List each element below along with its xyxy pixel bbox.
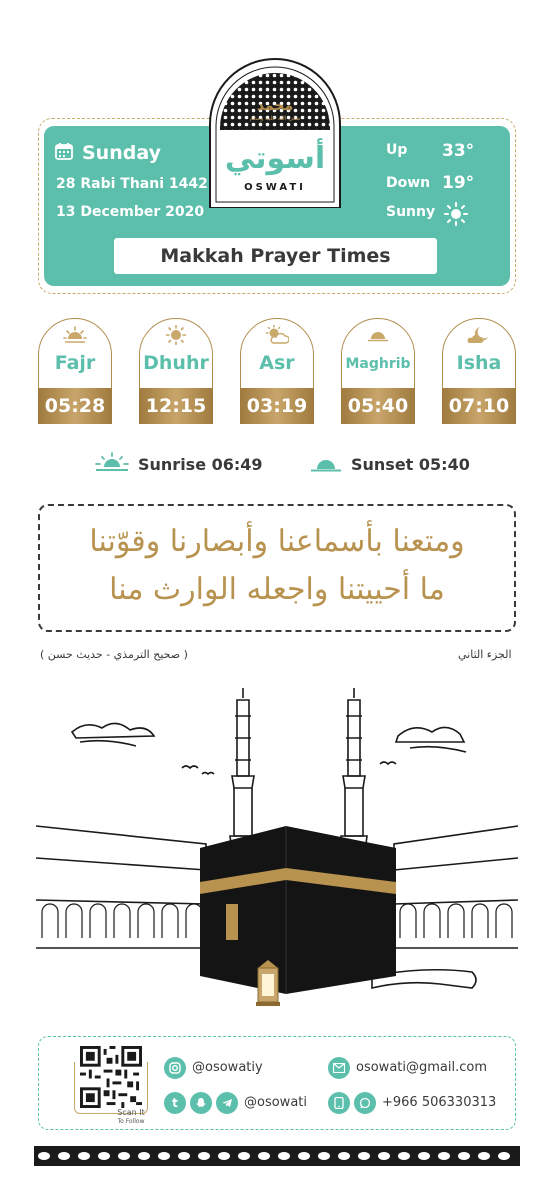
page-title: Makkah Prayer Times [114,238,437,274]
prayer-time: 05:28 [38,388,112,424]
social-handle[interactable]: @osowati [244,1095,307,1110]
sunset-icon [310,455,342,473]
instagram-handle[interactable]: @osowatiy [192,1060,263,1075]
sun-cloud-icon [265,325,289,345]
moon-cloud-icon [467,325,491,345]
phone-icon[interactable] [328,1092,350,1114]
temp-down-label: Down [386,175,431,191]
hijri-date: 28 Rabi Thani 1442 [56,176,208,192]
instagram-icon[interactable] [164,1057,186,1079]
prayer-card-maghrib [341,318,415,424]
gregorian-date: 13 December 2020 [56,204,205,220]
sunset-time: Sunset 05:40 [351,455,470,474]
logo-arabic-brand: أسوتي [224,141,326,176]
prayer-name: Dhuhr [143,352,209,374]
whatsapp-icon[interactable] [354,1092,376,1114]
snapchat-icon[interactable] [190,1092,212,1114]
temp-up-value: 33° [442,141,475,161]
sunset-icon [366,325,390,345]
temp-up-label: Up [386,142,408,158]
sunrise-icon [63,325,87,345]
verse-line-1: ومتعنا بأسماعنا وأبصارنا وقوّتنا [89,524,465,559]
prayer-time: 03:19 [240,388,314,424]
decorative-border-strip [34,1146,520,1166]
sunrise-time: Sunrise 06:49 [138,455,263,474]
sun-icon [444,202,468,226]
kaaba-illustration [36,676,518,1016]
verse-part: الجزء الثاني [458,648,512,661]
sunrise-icon [95,452,129,474]
day-name: Sunday [82,142,161,164]
phone-number[interactable]: +966 506330313 [382,1095,497,1110]
prayer-card-isha [442,318,516,424]
temp-down-value: 19° [442,173,475,193]
scan-label: Scan It To Follow [117,1108,145,1125]
verse-line-2: ما أحييتنا واجعله الوارث منا [109,572,445,607]
qr-code[interactable] [80,1046,142,1108]
prayer-time: 12:15 [139,388,213,424]
prayer-name: Isha [456,352,502,374]
weather-condition: Sunny [386,204,436,220]
sun-icon [164,325,188,345]
calendar-icon [55,143,73,160]
verse-citation: ( صحيح الترمذي - حديث حسن ) [40,648,188,661]
oswati-logo [208,58,342,208]
verse-box [38,504,516,632]
twitter-icon[interactable]: t [164,1092,186,1114]
prayer-time: 07:10 [442,388,516,424]
prayer-card-asr [240,318,314,424]
prayer-card-dhuhr [139,318,213,424]
prayer-card-fajr [38,318,112,424]
prayer-name: Asr [259,352,295,374]
logo-arabic-sub: صلى الله عليه وسلم [249,115,301,122]
logo-arabic-name: محمد [256,98,294,114]
email-address[interactable]: osowati@gmail.com [356,1060,487,1075]
logo-latin: OSWATI [244,182,306,193]
telegram-icon[interactable] [216,1092,238,1114]
prayer-name: Maghrib [345,356,411,372]
prayer-name: Fajr [54,352,96,374]
prayer-time: 05:40 [341,388,415,424]
email-icon[interactable] [328,1057,350,1079]
